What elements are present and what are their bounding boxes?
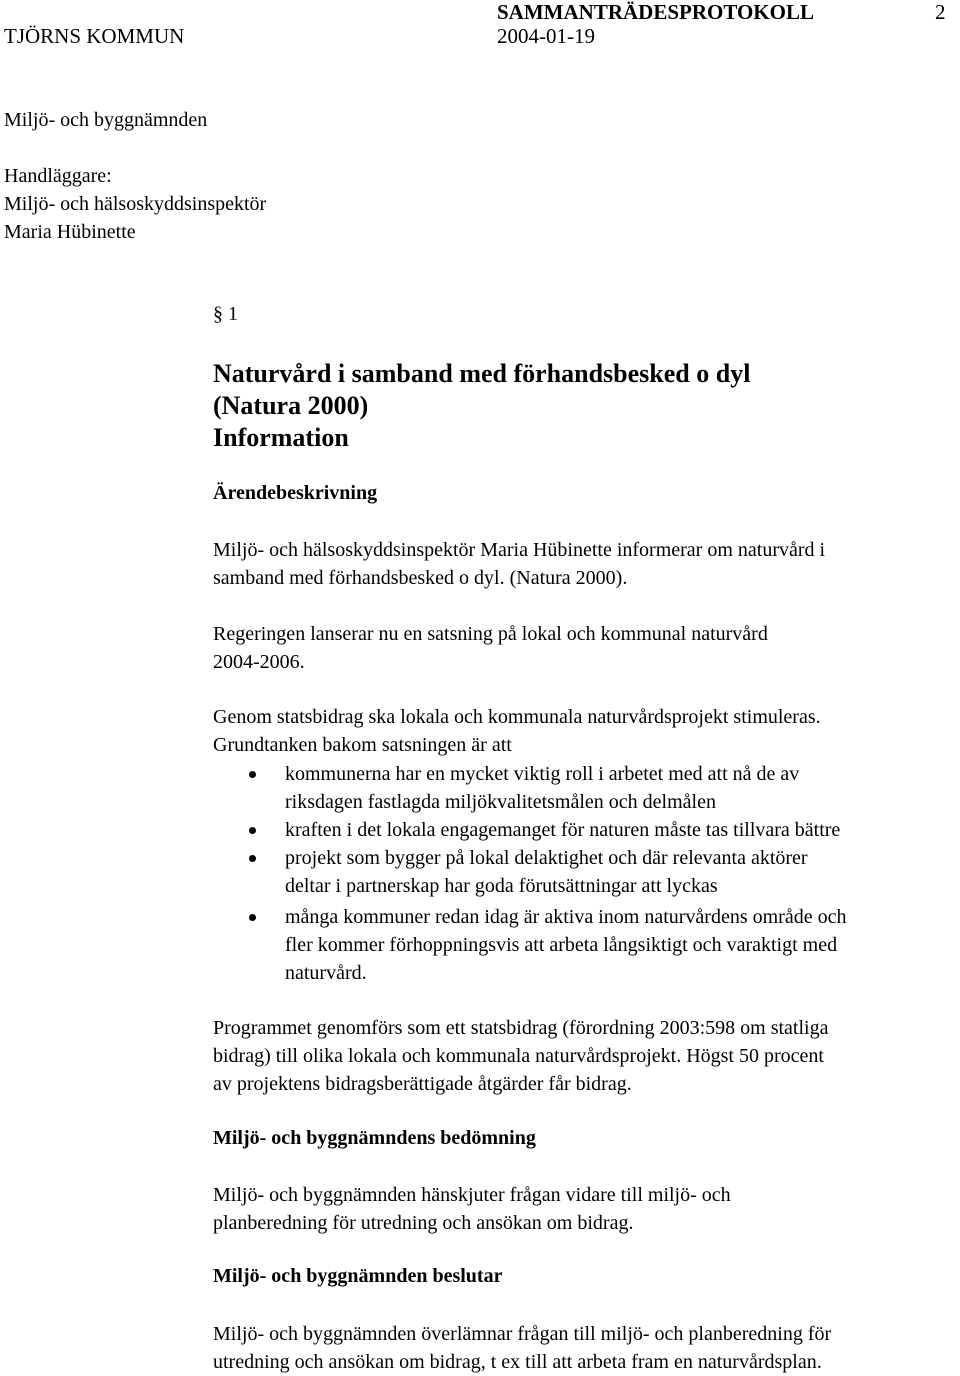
bullet-icon bbox=[249, 771, 256, 778]
bullet-icon bbox=[249, 855, 256, 862]
text-line: utredning och ansökan om bidrag, t ex till att arbeta fram en naturvårdsplan. bbox=[213, 1351, 822, 1373]
municipality-name: TJÖRNS KOMMUN bbox=[4, 24, 185, 48]
assessment-text bbox=[213, 1181, 731, 1237]
text-line: kommunerna har en mycket viktig roll i arbetet med att nå de av bbox=[285, 763, 800, 785]
text-line: samband med förhandsbesked o dyl. (Natura 2000). bbox=[213, 567, 628, 589]
bullet-icon bbox=[249, 827, 256, 834]
section-number: 1 bbox=[228, 303, 238, 325]
case-description-heading: Ärendebeskrivning bbox=[213, 482, 378, 504]
bullet-item bbox=[285, 816, 840, 844]
text-line: fler kommer förhoppningsvis att arbeta långsiktigt och varaktigt med bbox=[285, 934, 838, 956]
case-paragraph-2 bbox=[213, 620, 768, 676]
bullet-item bbox=[285, 903, 846, 987]
text-line: 2004-2006. bbox=[213, 651, 305, 673]
text-line: Miljö- och hälsoskyddsinspektör Maria Hübinette informerar om naturvård i bbox=[213, 539, 826, 561]
bullet-item bbox=[285, 760, 799, 816]
title-line: Naturvård i samband med förhandsbesked o dyl bbox=[213, 359, 751, 388]
section-symbol: § bbox=[213, 303, 223, 325]
text-line: Regeringen lanserar nu en satsning på lokal och kommunal naturvård bbox=[213, 623, 768, 645]
handler-name: Maria Hübinette bbox=[4, 221, 136, 243]
title-line: (Natura 2000) bbox=[213, 391, 369, 420]
text-line: många kommuner redan idag är aktiva inom naturvårdens område och bbox=[285, 906, 847, 928]
text-line: projekt som bygger på lokal delaktighet och där relevanta aktörer bbox=[285, 847, 808, 869]
meeting-date: 2004-01-19 bbox=[497, 24, 595, 48]
bullet-item bbox=[285, 844, 808, 900]
decision-heading: Miljö- och byggnämnden beslutar bbox=[213, 1265, 503, 1287]
text-line: Miljö- och byggnämnden överlämnar frågan till miljö- och planberedning för bbox=[213, 1323, 832, 1345]
text-line: kraften i det lokala engagemanget för naturen måste tas tillvara bättre bbox=[285, 819, 841, 841]
text-line: deltar i partnerskap har goda förutsättningar att lyckas bbox=[285, 875, 718, 897]
text-line: planberedning för utredning och ansökan om bidrag. bbox=[213, 1212, 634, 1234]
document-type: SAMMANTRÄDESPROTOKOLL bbox=[497, 0, 814, 24]
text-line: Grundtanken bakom satsningen är att bbox=[213, 734, 512, 756]
text-line: Programmet genomförs som ett statsbidrag (förordning 2003:598 om statliga bbox=[213, 1017, 829, 1039]
paragraph-number bbox=[213, 300, 238, 328]
handler-role: Miljö- och hälsoskyddsinspektör bbox=[4, 193, 267, 215]
committee-name: Miljö- och byggnämnden bbox=[4, 109, 208, 131]
item-title bbox=[213, 358, 750, 454]
assessment-heading: Miljö- och byggnämndens bedömning bbox=[213, 1127, 536, 1149]
page-number: 2 bbox=[935, 0, 946, 24]
text-line: riksdagen fastlagda miljökvalitetsmålen och delmålen bbox=[285, 791, 716, 813]
case-paragraph-4 bbox=[213, 1014, 828, 1098]
handler-label: Handläggare: bbox=[4, 165, 112, 187]
title-line: Information bbox=[213, 423, 349, 452]
text-line: naturvård. bbox=[285, 962, 367, 984]
text-line: bidrag) till olika lokala och kommunala naturvårdsprojekt. Högst 50 procent bbox=[213, 1045, 824, 1067]
text-line: av projektens bidragsberättigade åtgärder får bidrag. bbox=[213, 1073, 632, 1095]
bullet-icon bbox=[249, 914, 256, 921]
text-line: Genom statsbidrag ska lokala och kommunala naturvårdsprojekt stimuleras. bbox=[213, 706, 821, 728]
text-line: Miljö- och byggnämnden hänskjuter frågan vidare till miljö- och bbox=[213, 1184, 731, 1206]
case-paragraph-3 bbox=[213, 703, 821, 759]
case-paragraph-1 bbox=[213, 536, 825, 592]
decision-text bbox=[213, 1320, 831, 1376]
